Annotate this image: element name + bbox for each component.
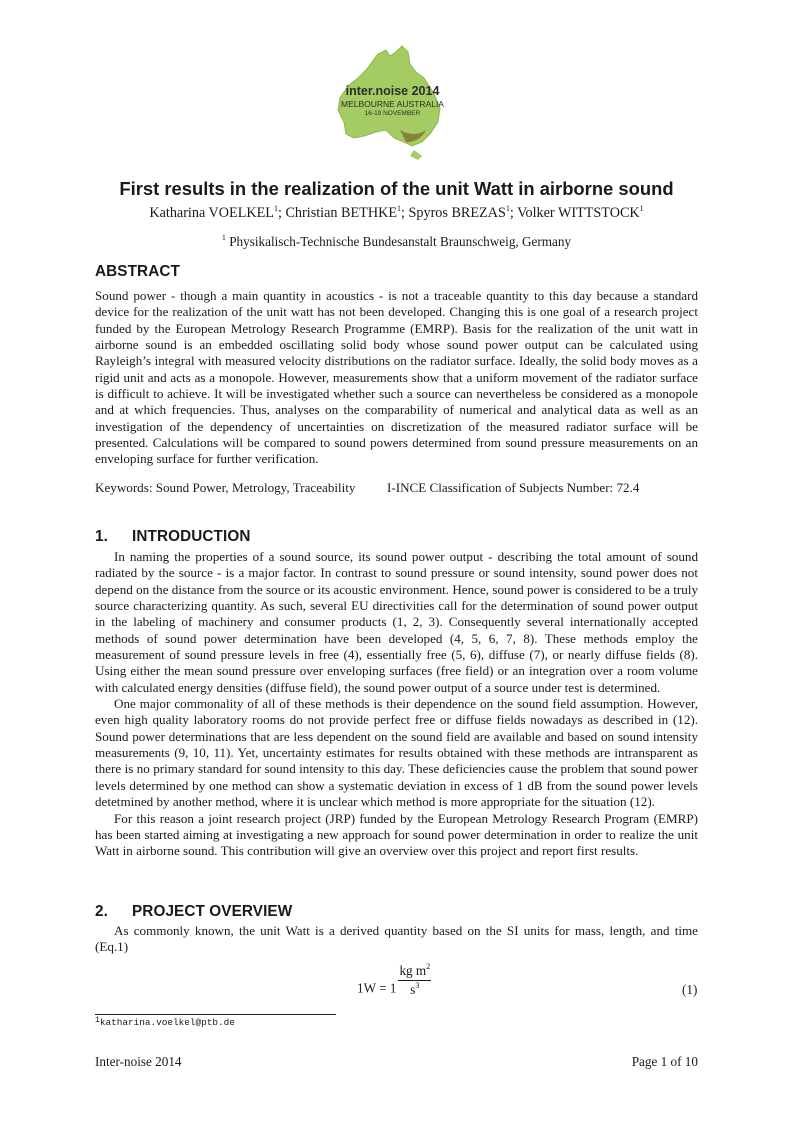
logo-location: MELBOURNE AUSTRALIA — [341, 99, 444, 109]
author-list — [95, 205, 698, 222]
author-separator: ; — [509, 205, 518, 221]
denominator-text: s — [410, 982, 416, 997]
paragraph: As commonly known, the unit Watt is a derived quantity based on the SI units for mass, length, and time (Eq.1) — [95, 923, 698, 955]
denominator-exponent: 3 — [415, 981, 420, 990]
page-footer — [95, 1054, 698, 1070]
author-affiliation-mark: 1 — [505, 204, 510, 213]
section-number: 2. — [95, 903, 108, 920]
numerator-exponent: 2 — [426, 962, 431, 971]
project-overview-body — [95, 923, 698, 956]
affiliation — [95, 234, 698, 250]
footer-page-number: Page 1 of 10 — [631, 1054, 698, 1069]
section-heading-project-overview — [95, 903, 292, 921]
paragraph: In naming the properties of a sound source, its sound power output - describing the total amount of sound radiated by the source - is a major factor. In contrast to sound pressure or sound intensity, sound power does not depend on the distance from the source or its acoustic environment. Hence, sound power is considered to be a truly source characterizing quantity. As such, several EU directivities call for the determination of sound power output in the labeling of machinery and consumer products (1, 2, 3). Consequently several internationally accepted methods of sound power determination have been developed (4, 5, 6, 7, 8). These methods employ the measurement of sound pressure levels in free (4), essentially free (5, 6), diffuse (7), or nearly diffuse fields (8). Using either the mean sound pressure over enveloping surfaces (free field) or an integration over a room volume with calculated energy densities (diffuse field), the sound power output of a source under test is determined. — [95, 549, 698, 695]
author-name: Spyros BREZAS — [408, 205, 506, 221]
footnote-mark: 1 — [95, 1016, 100, 1025]
equation-numerator — [398, 963, 431, 981]
abstract-heading: ABSTRACT — [95, 263, 180, 280]
equation-number: (1) — [682, 982, 698, 997]
author-affiliation-mark: 1 — [397, 204, 401, 213]
author-name: Christian BETHKE — [285, 205, 397, 221]
classification: I-INCE Classification of Subjects Number: 72.4 — [387, 480, 640, 495]
footnote — [95, 1017, 235, 1028]
introduction-body — [95, 549, 698, 860]
footer-conference: Inter-noise 2014 — [95, 1054, 182, 1069]
logo-title: inter.noise 2014 — [345, 84, 440, 98]
footnote-rule — [95, 1014, 336, 1015]
section-title: INTRODUCTION — [132, 528, 251, 545]
abstract-body — [95, 288, 698, 468]
author-name: Katharina VOELKEL — [149, 205, 274, 221]
conference-logo — [330, 42, 455, 167]
paragraph: One major commonality of all of these methods is their dependence on the sound field assumption. However, even high quality laboratory rooms do not provide perfect free or diffuse fields nowadays as described in (12). Sound power determinations that are less dependent on the sound field are available and based on sound intensity measurements (9, 10, 11). Yet, uncertainty estimates for results obtained with these methods are intransparent as there is no primary standard for sound intensity to this day. These deficiencies cause the problem that sound power levels determined by one method can show a systematic deviation in excess of 1 dB from the sound power levels detetmined by another method, where it is unclear which method is more appropriate for the situation (12). — [95, 696, 698, 810]
affiliation-text: Physikalisch-Technische Bundesanstalt Braunschweig, Germany — [229, 234, 572, 249]
section-heading-introduction — [95, 528, 250, 546]
author-affiliation-mark: 1 — [273, 204, 278, 213]
equation-fraction — [398, 963, 431, 998]
section-number: 1. — [95, 528, 108, 545]
equation-formula — [357, 962, 431, 1007]
numerator-text: kg m — [399, 963, 427, 978]
equation-lhs: 1W = 1 — [357, 980, 397, 996]
affiliation-mark: 1 — [221, 233, 226, 242]
author-name: Volker WITTSTOCK — [517, 205, 640, 221]
paper-title: First results in the realization of the unit Watt in airborne sound — [119, 178, 674, 199]
abstract-text: Sound power - though a main quantity in acoustics - is not a traceable quantity to this day because a standard device for the realization of the unit watt has not been developed. Changing this is one goal of a research project funded by the European Metrology Research Programme (EMRP). Basis for the realization of the unit watt in airborne sound is an embedded oscillating solid body whose sound power output can be calculated using Rayleigh’s integral with measured velocity distributions on the radiator surface. Ideally, the solid body moves as a rigid unit and acts as a monopole. However, measurements show that a uniform movement of the radiator surface is difficult to achieve. It will be investigated whether such a source can nevertheless be considered as a monopole and at which frequencies. Thus, analyses on the comparability of numerical and analytical data as well as an investigation of the dependency of uncertainties on discretization of the measured radiator surface will be presented. Calculations will be compared to sound powers determined from sound pressure measurements on an enveloping surface for further verification. — [95, 288, 698, 467]
equation-denominator — [398, 981, 431, 998]
footnote-email: katharina.voelkel@ptb.de — [99, 1017, 235, 1028]
logo-dates: 16-19 NOVEMBER — [364, 110, 421, 117]
section-title: PROJECT OVERVIEW — [132, 903, 293, 920]
keywords-line — [95, 480, 698, 496]
author-separator: ; — [401, 205, 409, 221]
author-separator: ; — [277, 205, 286, 221]
keywords: Keywords: Sound Power, Metrology, Traceability — [95, 480, 356, 495]
author-affiliation-mark: 1 — [639, 204, 644, 213]
paragraph: For this reason a joint research project (JRP) funded by the European Metrology Research Program (EMRP) has been started aiming at investigating a new approach for sound power determination in order to realize the unit Watt in airborne sound. This contribution will give an overview over this project and report first results. — [95, 810, 698, 859]
